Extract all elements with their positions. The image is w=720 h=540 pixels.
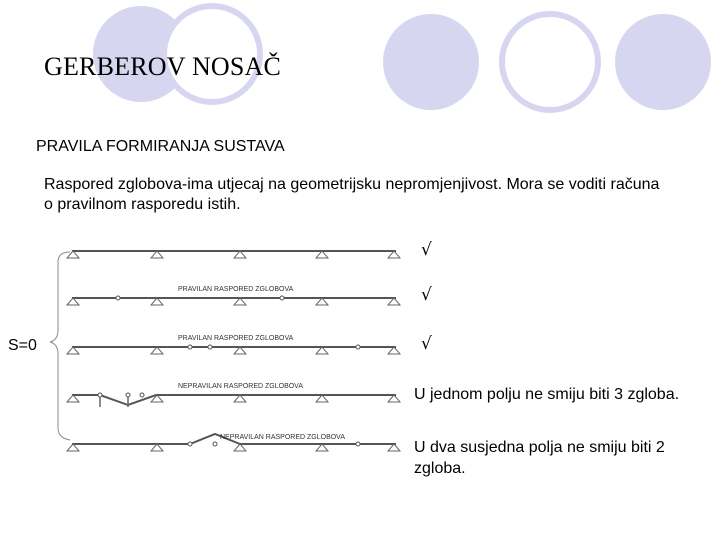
circle-3 [383,14,479,110]
check-mark-1: √ [421,240,432,260]
circle-5 [615,14,711,110]
brace-label: S=0 [8,337,37,354]
slide-title: GERBEROV NOSAČ [44,52,282,81]
beam-label-3: PRAVILAN RASPORED ZGLOBOVA [178,335,294,342]
beam-4 [67,393,400,407]
circle-4 [502,14,598,110]
beam-label-2: PRAVILAN RASPORED ZGLOBOVA [178,286,294,293]
beam-2 [67,296,400,305]
left-brace [50,252,70,440]
beam-3 [67,345,400,354]
beam-1 [67,251,400,258]
slide-body-text: Raspored zglobova-ima utjecaj na geometrijsku nepromjenjivost. Mora se voditi računa o pravilnom rasporedu istih. [44,176,660,213]
check-mark-2: √ [421,285,432,305]
note-rule-1: U jednom polju ne smiju biti 3 zgloba. [414,386,680,403]
beam-label-5: NEPRAVILAN RASPORED ZGLOBOVA [220,434,345,441]
note-rule-2: U dva susjedna polja ne smiju biti 2 zgloba. [414,439,665,477]
beam-label-4: NEPRAVILAN RASPORED ZGLOBOVA [178,383,303,390]
slide-subtitle: PRAVILA FORMIRANJA SUSTAVA [36,138,285,155]
check-mark-3: √ [421,334,432,354]
